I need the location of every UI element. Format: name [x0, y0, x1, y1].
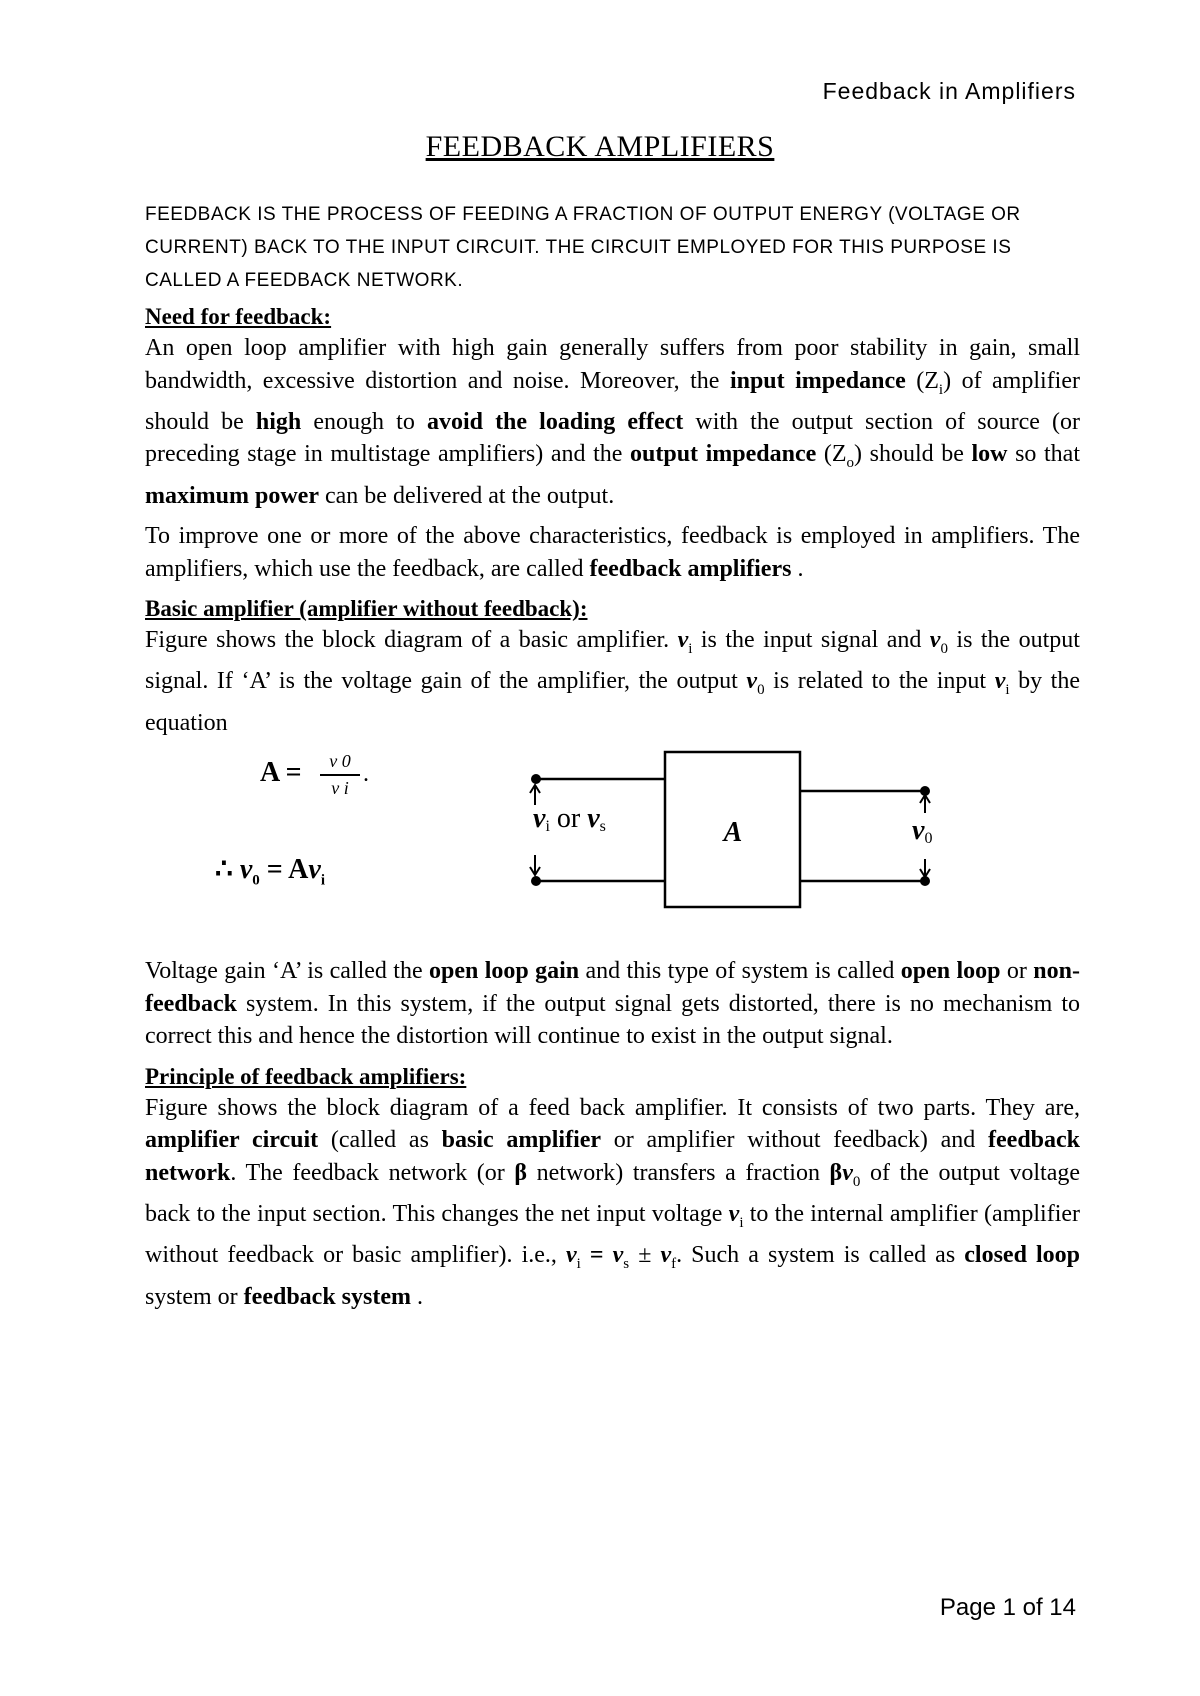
heading-principle-feedback: Principle of feedback amplifiers:	[145, 1063, 467, 1089]
intro-paragraph: FEEDBACK IS THE PROCESS OF FEEDING A FRACTION OF OUTPUT ENERGY (VOLTAGE OR CURRENT) BACK TO THE INPUT CIRCUIT. THE CIRCUIT EMPLOYED FOR THIS PURPOSE IS CALLED A FEEDBACK NETWORK.	[145, 204, 1021, 291]
running-header: Feedback in Amplifiers	[822, 78, 1076, 104]
gain-fraction: v 0 v i	[320, 751, 360, 799]
input-terminal-bottom	[531, 876, 541, 886]
output-signal-label: v0	[912, 815, 933, 848]
input-signal-label: vi or vs	[533, 803, 606, 836]
basic-paragraph-1: Figure shows the block diagram of a basic amplifier. $v_i$ is the input signal and $v_0$ is the output signal. If ‘A’ is the voltage gain of the amplifier, the output $v_0$ is related to the input $v_i$ by the equation	[145, 627, 1080, 736]
page-title: FEEDBACK AMPLIFIERS	[425, 130, 775, 163]
input-terminal-top	[531, 774, 541, 784]
heading-need-for-feedback: Need for feedback:	[145, 304, 332, 329]
need-paragraph-1: An open loop amplifier with high gain generally suffers from poor stability in gain, small bandwidth, excessive distortion and noise. Moreover, the input impedance $(Z_i)$ of amplifier should be high enough to avoid the loading effect with the output section of source (or preceding stage in multistage amplifiers) and the output impedance $(Z_o)$ should be low so that maximum power can be delivered at the output.	[145, 335, 1080, 509]
gain-equation: A =	[260, 757, 302, 789]
content-body	[145, 198, 1080, 1321]
output-equation: ∴ $v_0 = Av_i$	[215, 854, 326, 889]
equation-period: .	[363, 761, 369, 788]
beta-symbol: β	[514, 1159, 528, 1186]
heading-basic-amplifier: Basic amplifier (amplifier without feedback):	[145, 596, 588, 622]
need-paragraph-2: To improve one or more of the above characteristics, feedback is employed in amplifiers. The amplifiers, which use the feedback, are called feedback amplifiers .	[145, 523, 1080, 582]
page-number: Page 1 of 14	[939, 1594, 1076, 1621]
basic-paragraph-2: Voltage gain ‘A’ is called the open loop gain and this type of system is called open loop or non-feedback system. In this system, if the output signal gets distorted, there is no mechanism to correct this and hence the distortion will continue to exist in the output signal.	[145, 958, 1080, 1050]
principle-paragraph: Figure shows the block diagram of a feed back amplifier. It consists of two parts. They are, amplifier circuit (called as basic amplifier or amplifier without feedback) and feedback network. The feedback network (or β network) transfers a fraction $\beta v_0$ of the output voltage back to the input section. This changes the net input voltage $v_i$ to the internal amplifier (amplifier without feedback or basic amplifier). i.e., $v_i = v_s \pm v_f$. Such a system is called as closed loop system or feedback system .	[145, 1094, 1081, 1310]
basic-amplifier-figure	[145, 747, 1080, 937]
block-label: A	[723, 817, 743, 849]
amplifier-block-diagram	[145, 747, 1080, 937]
